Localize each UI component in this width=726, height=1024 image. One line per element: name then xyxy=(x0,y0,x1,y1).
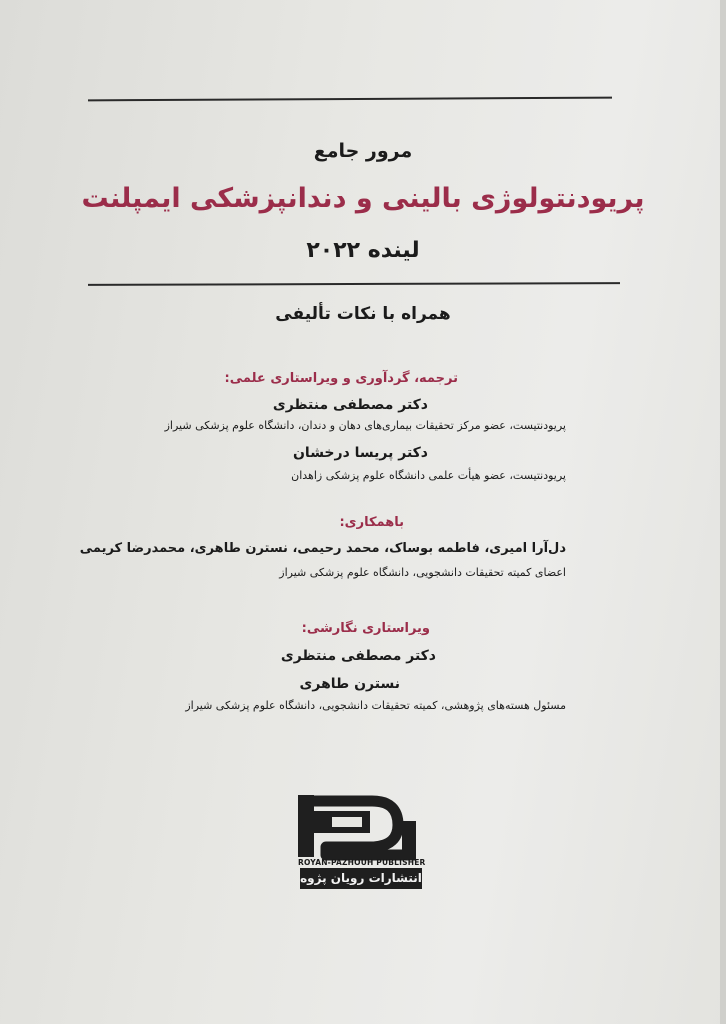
editing-heading: ویراستاری نگارشی: xyxy=(301,621,430,636)
edition-label: لینده ۲۰۲۲ xyxy=(306,238,420,263)
editor2-affiliation: مسئول هسته‌های پژوهشی، کمیته تحقیقات دانشجویی، دانشگاه علوم پزشکی شیراز xyxy=(185,699,566,712)
publisher-name-fa: انتشارات رویان پژوه xyxy=(300,868,422,889)
top-rule xyxy=(88,97,612,102)
collab-affiliation: اعضای کمیته تحقیقات دانشجویی، دانشگاه علوم پزشکی شیراز xyxy=(279,566,566,579)
book-title: پریودنتولوژی بالینی و دندانپزشکی ایمپلنت xyxy=(81,183,645,214)
series-label: مرور جامع xyxy=(313,140,413,162)
subtitle: همراه با نکات تألیفی xyxy=(275,304,451,324)
translation-heading: ترجمه، گردآوری و ویراستاری علمی: xyxy=(224,371,458,386)
translator1-affiliation: پریودنتیست، عضو مرکز تحقیقات بیماری‌های دهان و دندان، دانشگاه علوم پزشکی شیراز xyxy=(164,419,566,432)
publisher-name-en: ROYAN-PAZHOUH PUBLISHER xyxy=(298,858,426,867)
collab-heading: باهمکاری: xyxy=(339,515,404,530)
editor1-name: دکتر مصطفی منتظری xyxy=(280,648,436,664)
editor2-name: نسترن طاهری xyxy=(299,676,400,692)
collaborators: دل‌آرا امیری، فاطمه بوساک، محمد رحیمی، نسترن طاهری، محمدرضا کریمی xyxy=(79,541,566,556)
translator2-affiliation: پریودنتیست، عضو هیأت علمی دانشگاه علوم پزشکی زاهدان xyxy=(291,469,566,482)
middle-rule xyxy=(88,282,620,286)
translator2-name: دکتر پریسا درخشان xyxy=(292,445,428,461)
translator1-name: دکتر مصطفی منتظری xyxy=(272,397,428,413)
